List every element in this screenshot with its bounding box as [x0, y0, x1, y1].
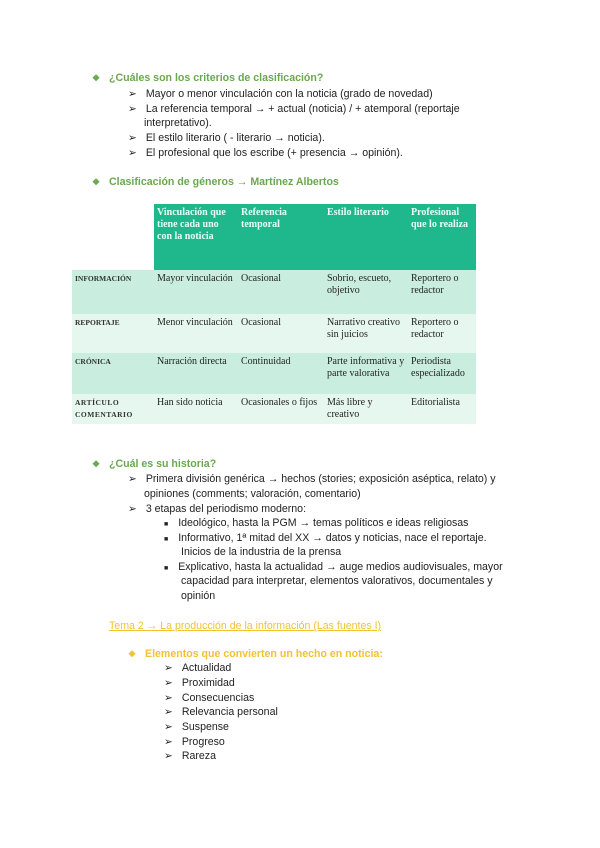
table-cell: Narrativo creativo sin juicios — [324, 314, 408, 353]
row-label: INFORMACIÓN — [72, 270, 154, 314]
table-header-cell: Vinculación que tiene cada uno con la noticia — [154, 204, 238, 270]
sub-list-item: ■ Ideológico, hasta la PGM → temas políticos e ideas religiosas — [164, 517, 469, 529]
table-cell: Narración directa — [154, 353, 238, 394]
table-cell: Ocasionales o fijos — [238, 394, 324, 424]
table-header-row — [72, 204, 476, 270]
list-item: ➢ Actualidad — [164, 662, 232, 674]
sub-list-item-continuation: capacidad para interpretar, elementos valorativos, documentales y — [181, 575, 493, 587]
table-cell: Editorialista — [408, 394, 476, 424]
table-cell: Reportero o redactor — [408, 270, 476, 314]
section4-heading: ❖ Elementos que convierten un hecho en noticia: — [128, 648, 383, 660]
diamond-bullet-icon: ❖ — [92, 73, 101, 83]
table-header-cell: Profesional que lo realiza — [408, 204, 476, 270]
sub-list-item-continuation: Inicios de la industria de la prensa — [181, 546, 342, 558]
diamond-bullet-icon: ❖ — [128, 649, 137, 659]
square-bullet-icon: ■ — [164, 521, 169, 528]
table-row — [72, 270, 476, 314]
table-cell: Menor vinculación — [154, 314, 238, 353]
diamond-bullet-icon: ❖ — [92, 459, 101, 469]
diamond-bullet-icon: ❖ — [92, 177, 101, 187]
table-row — [72, 353, 476, 394]
list-item-continuation: interpretativo). — [144, 117, 212, 129]
sub-list-item: ■ Explicativo, hasta la actualidad → auge medios audiovisuales, mayor — [164, 561, 503, 573]
table-cell: Continuidad — [238, 353, 324, 394]
table-cell: Ocasional — [238, 314, 324, 353]
square-bullet-icon: ■ — [164, 536, 169, 543]
sub-list-item: ■ Informativo, 1ª mitad del XX → datos y noticias, nace el reportaje. — [164, 532, 487, 544]
table-cell: Periodista especializado — [408, 353, 476, 394]
genres-table — [72, 204, 476, 424]
table-row — [72, 394, 476, 424]
table-cell: Más libre y creativo — [324, 394, 408, 424]
table-cell: Mayor vinculación — [154, 270, 238, 314]
list-item: ➢ 3 etapas del periodismo moderno: — [128, 503, 307, 515]
table-cell: Han sido noticia — [154, 394, 238, 424]
list-item: ➢ Progreso — [164, 736, 225, 748]
row-label: ARTÍCULO COMENTARIO — [72, 394, 154, 424]
table-header-cell: Referencia temporal — [238, 204, 324, 270]
list-item: ➢ Suspense — [164, 721, 229, 733]
table-cell: Ocasional — [238, 270, 324, 314]
list-item: ➢ Rareza — [164, 750, 216, 762]
list-item-continuation: opiniones (comments; valoración, comentario) — [144, 488, 361, 500]
section1-heading: ❖ ¿Cuáles son los criterios de clasificación? — [92, 72, 324, 84]
row-label: CRÓNICA — [72, 353, 154, 394]
sub-list-item-continuation: opinión — [181, 590, 216, 602]
square-bullet-icon: ■ — [164, 565, 169, 572]
tema-title: Tema 2 → La producción de la información (Las fuentes I) — [109, 620, 382, 632]
table-cell: Reportero o redactor — [408, 314, 476, 353]
list-item: ➢ El profesional que los escribe (+ presencia → opinión). — [128, 147, 403, 159]
list-item: ➢ Relevancia personal — [164, 706, 278, 718]
table-header-cell: Estilo literario — [324, 204, 408, 270]
section3-heading: ❖ ¿Cuál es su historia? — [92, 458, 217, 470]
list-item: ➢ El estilo literario ( - literario → noticia). — [128, 132, 325, 144]
list-item: ➢ Mayor o menor vinculación con la noticia (grado de novedad) — [128, 88, 433, 100]
list-item: ➢ Primera división genérica → hechos (stories; exposición aséptica, relato) y — [128, 473, 496, 485]
row-label: REPORTAJE — [72, 314, 154, 353]
table-cell: Parte informativa y parte valorativa — [324, 353, 408, 394]
list-item: ➢ Proximidad — [164, 677, 235, 689]
section2-heading: ❖ Clasificación de géneros → Martínez Albertos — [92, 176, 339, 188]
list-item: ➢ La referencia temporal → + actual (noticia) / + atemporal (reportaje — [128, 103, 460, 115]
list-item: ➢ Consecuencias — [164, 692, 255, 704]
table-row — [72, 314, 476, 353]
table-cell: Sobrio, escueto, objetivo — [324, 270, 408, 314]
